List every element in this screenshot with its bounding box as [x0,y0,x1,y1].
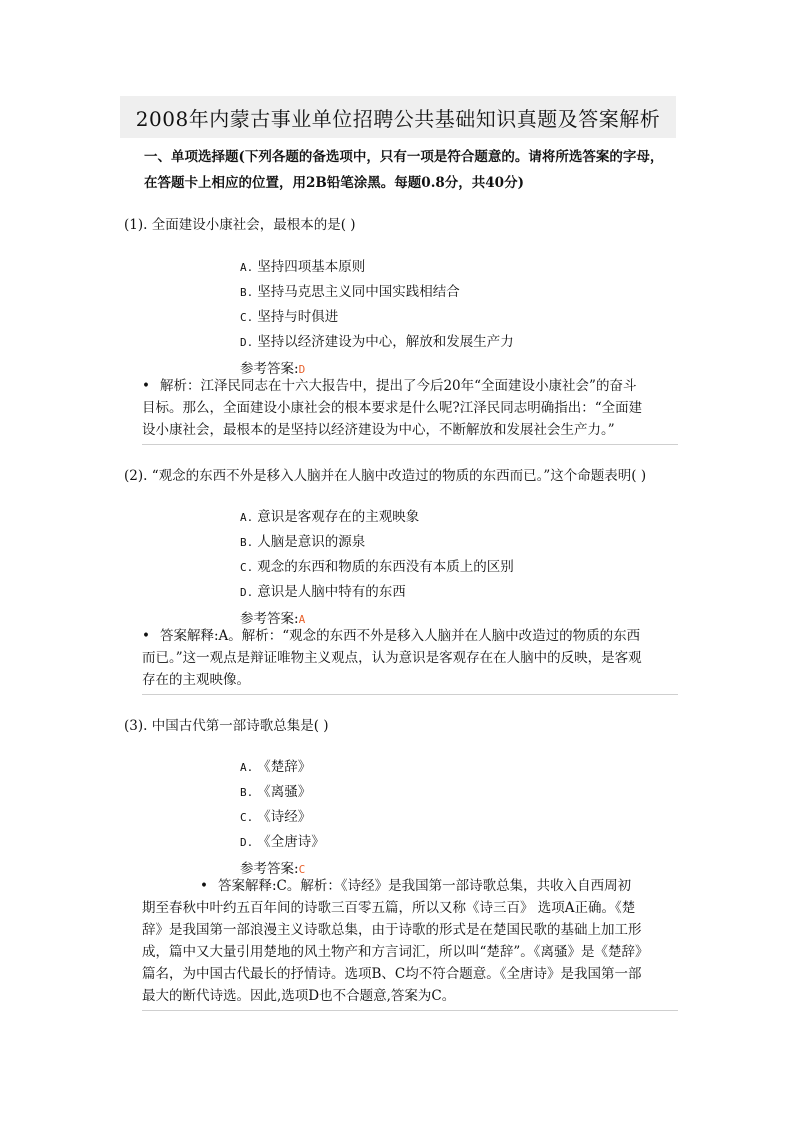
bullet-icon: • [142,378,150,394]
option-letter: C. [240,811,254,824]
answer-value: A [298,613,306,626]
explanation-line [142,375,678,397]
answer-label: 参考答案: [240,611,299,627]
page-title: 2008年内蒙古事业单位招聘公共基础知识真题及答案解析 [135,106,661,131]
section-heading-line: 一、单项选择题(下列各题的备选项中，只有一项是符合题意的。请将所选答案的字母， [144,149,664,165]
title-banner [120,96,676,138]
option-item [240,505,514,530]
option-text: 《全唐诗》 [257,834,325,850]
option-text: 意识是客观存在的主观映象 [257,509,420,525]
option-item [240,780,325,805]
option-item [240,830,325,855]
answer-label: 参考答案: [240,361,299,377]
question-stem: (1). 全面建设小康社会，最根本的是( ) [124,217,356,233]
question-stem: (2). “观念的东西不外是移入人脑并在人脑中改造过的物质的东西而已。”这个命题表明( ) [124,468,647,484]
option-letter: B. [240,536,254,549]
option-letter: B. [240,786,254,799]
option-item [240,305,514,330]
explanation-line: 成，篇中又大量引用楚地的风土物产和方言词汇，所以叫“楚辞”。《离骚》是《楚辞》 [142,944,649,960]
explanation-line: 设小康社会，最根本的是坚持以经济建设为中心，不断解放和发展社会生产力。” [142,422,615,438]
option-letter: D. [240,836,254,849]
explanation-line [142,625,678,647]
option-item [240,280,514,305]
option-item [240,580,514,605]
option-item [240,530,514,555]
explanation-line: 存在的主观映像。 [142,672,250,688]
option-letter: B. [240,286,254,299]
question-stem: (3). 中国古代第一部诗歌总集是( ) [124,718,329,734]
option-text: 《离骚》 [257,784,312,800]
option-item [240,555,514,580]
explanation-line [142,875,678,897]
reference-answer [240,857,305,877]
option-item [240,330,514,355]
reference-answer [240,607,305,627]
option-letter: A. [240,261,254,274]
option-text: 意识是人脑中特有的东西 [257,584,406,600]
option-letter: D. [240,336,254,349]
explanation-line: 最大的断代诗选。因此,选项D也不合题意,答案为C。 [142,988,456,1004]
option-text: 人脑是意识的源泉 [257,534,366,550]
option-list [240,505,514,605]
explanation-block [142,625,678,695]
reference-answer [240,357,305,377]
explanation-text: 答案解释:A。解析：“观念的东西不外是移入人脑并在人脑中改造过的物质的东西 [159,628,641,644]
option-letter: D. [240,586,254,599]
option-text: 坚持与时俱进 [257,309,339,325]
explanation-text: 解析：江泽民同志在十六大报告中，提出了今后20年“全面建设小康社会”的奋斗 [159,378,637,394]
explanation-line: 期至春秋中叶约五百年间的诗歌三百零五篇，所以又称《诗三百》 选项A正确。《楚 [142,900,636,916]
bullet-icon: • [142,628,150,644]
answer-value: C [298,863,306,876]
option-item [240,755,325,780]
option-item [240,805,325,830]
explanation-line: 目标。那么，全面建设小康社会的根本要求是什么呢?江泽民同志明确指出：“全面建 [142,400,643,416]
section-heading-line: 在答题卡上相应的位置，用2B铅笔涂黑。每题0.8分，共40分) [144,175,524,191]
bullet-icon: • [200,878,208,894]
option-text: 坚持马克思主义同中国实践相结合 [257,284,460,300]
option-text: 《楚辞》 [257,759,312,775]
option-text: 《诗经》 [257,809,312,825]
option-text: 坚持以经济建设为中心，解放和发展生产力 [257,334,514,350]
explanation-block [142,375,678,445]
answer-label: 参考答案: [240,861,299,877]
option-letter: A. [240,511,254,524]
option-letter: C. [240,561,254,574]
section-heading [144,144,684,196]
explanation-block [142,875,678,1011]
explanation-line: 而已。”这一观点是辩证唯物主义观点，认为意识是客观存在在人脑中的反映，是客观 [142,650,642,666]
explanation-line: 辞》是我国第一部浪漫主义诗歌总集，由于诗歌的形式是在楚国民歌的基础上加工形 [142,922,642,938]
option-item [240,255,514,280]
option-letter: C. [240,311,254,324]
answer-value: D [298,363,306,376]
option-list [240,255,514,355]
option-text: 坚持四项基本原则 [257,259,366,275]
option-list [240,755,325,855]
explanation-text: 答案解释:C。解析：《诗经》是我国第一部诗歌总集，共收入自西周初 [217,878,632,894]
option-text: 观念的东西和物质的东西没有本质上的区别 [257,559,514,575]
explanation-line: 篇名，为中国古代最长的抒情诗。选项B、C均不符合题意。《全唐诗》是我国第一部 [142,966,642,982]
option-letter: A. [240,761,254,774]
